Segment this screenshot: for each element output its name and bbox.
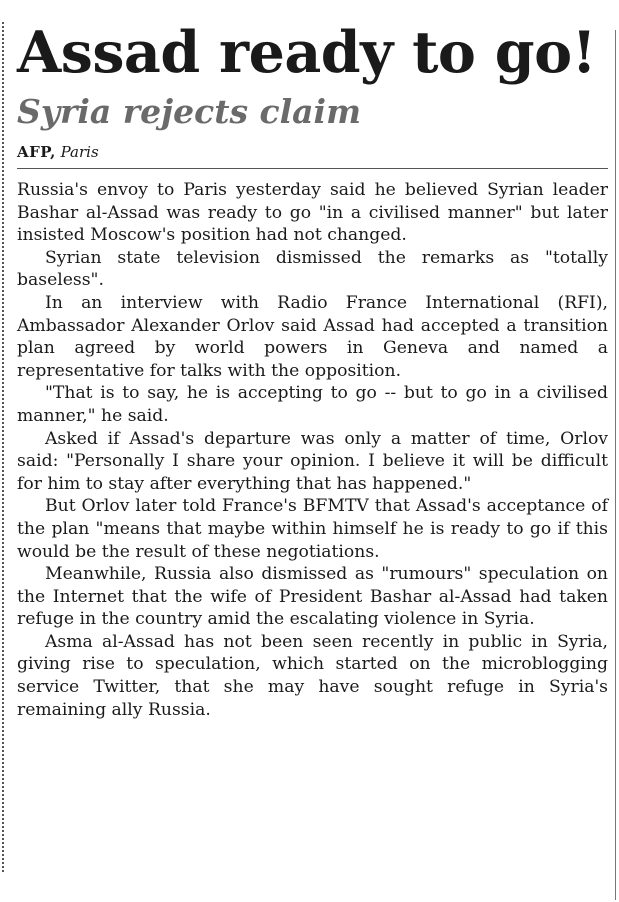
left-dotted-border xyxy=(2,22,4,872)
article-paragraph: In an interview with Radio France International (RFI), Ambassador Alexander Orlov said Assad had accepted a transition plan agreed by world powers in Geneva and named a representative for talks with the opposition. xyxy=(17,292,608,381)
article-paragraph: Asma al-Assad has not been seen recently in public in Syria, giving rise to speculation, which started on the microblogging service Twitter, that she may have sought refuge in Syria's remaining ally Russia. xyxy=(17,631,608,720)
news-article xyxy=(17,20,608,721)
article-body xyxy=(17,179,608,721)
article-paragraph: "That is to say, he is accepting to go -- but to go in a civilised manner," he said. xyxy=(17,383,608,426)
byline xyxy=(17,142,608,169)
article-paragraph: Asked if Assad's departure was only a matter of time, Orlov said: "Personally I share your opinion. I believe it will be difficult for him to stay after everything that has happened." xyxy=(17,428,608,494)
subheadline: Syria rejects claim xyxy=(17,92,361,131)
article-paragraph: Russia's envoy to Paris yesterday said he believed Syrian leader Bashar al-Assad was ready to go "in a civilised manner" but later insisted Moscow's position had not changed. xyxy=(17,180,608,246)
right-column-rule xyxy=(615,30,616,900)
headline: Assad ready to go! xyxy=(17,19,597,86)
article-paragraph: Syrian state television dismissed the remarks as "totally baseless". xyxy=(17,247,608,291)
byline-agency: AFP, xyxy=(17,143,56,161)
article-paragraph: Meanwhile, Russia also dismissed as "rumours" speculation on the Internet that the wife of President Bashar al-Assad had taken refuge in the country amid the escalating violence in Syria. xyxy=(17,564,608,630)
byline-city: Paris xyxy=(60,143,99,161)
article-paragraph: But Orlov later told France's BFMTV that Assad's acceptance of the plan "means that maybe within himself he is ready to go if this would be the result of these negotiations. xyxy=(17,496,608,562)
